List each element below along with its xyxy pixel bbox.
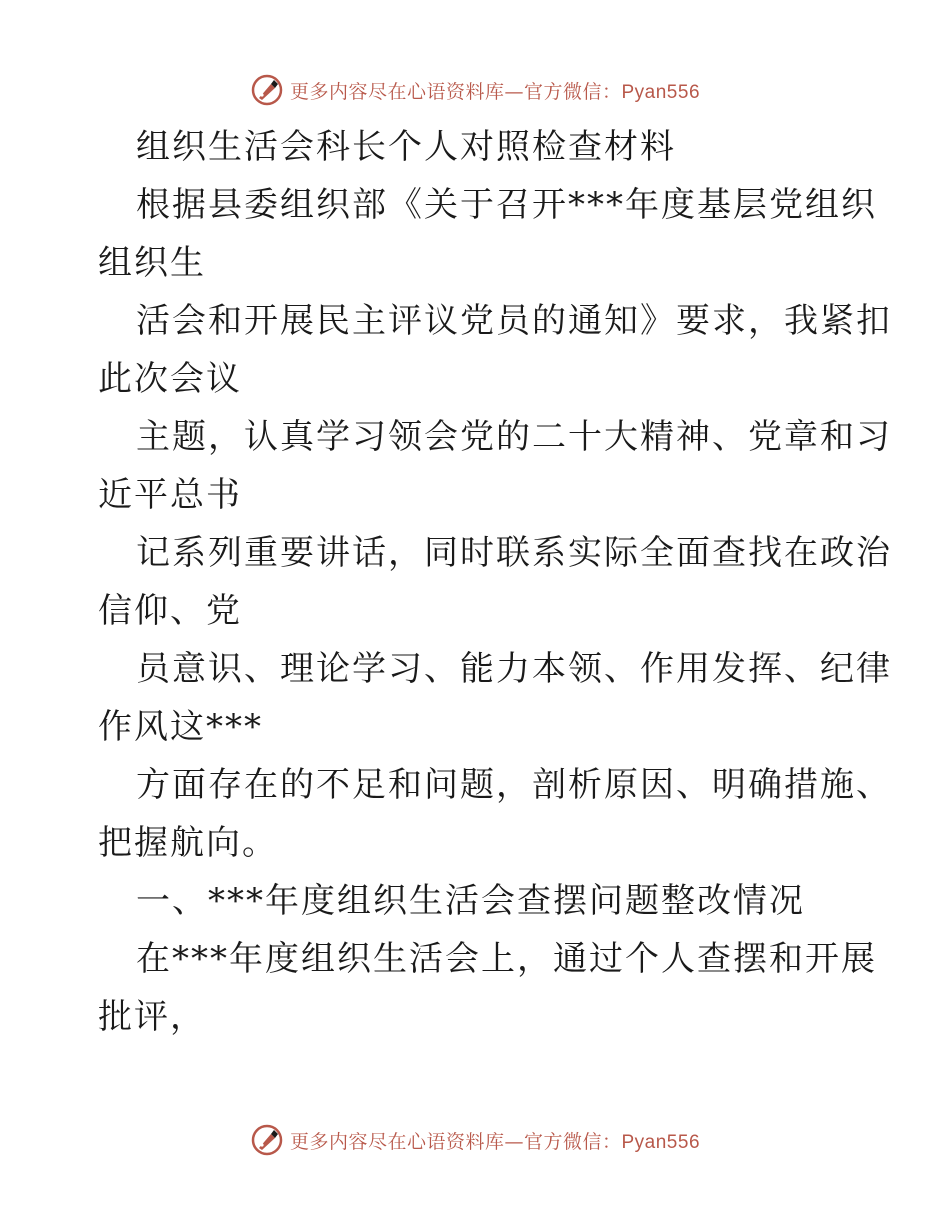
pen-nib-logo-icon bbox=[250, 73, 284, 107]
document-line: 近平总书 bbox=[98, 475, 242, 515]
document-line: 信仰、党 bbox=[98, 591, 242, 631]
document-line: 组织生活会科长个人对照检查材料 bbox=[136, 127, 676, 167]
document-line: 员意识、理论学习、能力本领、作用发挥、纪律 bbox=[136, 649, 892, 689]
document-line: 此次会议 bbox=[98, 359, 242, 399]
watermark-text bbox=[290, 77, 700, 104]
watermark-wechat-id: Pyan556 bbox=[621, 1131, 701, 1153]
document-line: 批评， bbox=[98, 997, 206, 1037]
footer-watermark bbox=[0, 1120, 950, 1160]
watermark-label: 更多内容尽在心语资料库—官方微信： bbox=[289, 1130, 622, 1153]
document-line: 在***年度组织生活会上，通过个人查摆和开展 bbox=[136, 939, 877, 979]
document-line: 主题，认真学习领会党的二十大精神、党章和习 bbox=[136, 417, 892, 457]
document-line: 根据县委组织部《关于召开***年度基层党组织 bbox=[136, 185, 877, 225]
document-line: 一、***年度组织生活会查摆问题整改情况 bbox=[136, 881, 805, 921]
watermark-wechat-id: Pyan556 bbox=[621, 81, 701, 103]
document-line: 把握航向。 bbox=[98, 823, 278, 863]
watermark-label: 更多内容尽在心语资料库—官方微信： bbox=[289, 80, 622, 103]
watermark-text bbox=[290, 1127, 700, 1154]
header-watermark bbox=[0, 70, 950, 110]
document-line: 组织生 bbox=[98, 243, 206, 283]
document-line: 作风这*** bbox=[98, 707, 263, 747]
document-body bbox=[98, 118, 892, 1046]
document-line: 记系列重要讲话，同时联系实际全面查找在政治 bbox=[136, 533, 892, 573]
document-line: 方面存在的不足和问题，剖析原因、明确措施、 bbox=[136, 765, 892, 805]
pen-nib-logo-icon bbox=[250, 1123, 284, 1157]
document-line: 活会和开展民主评议党员的通知》要求，我紧扣 bbox=[136, 301, 892, 341]
